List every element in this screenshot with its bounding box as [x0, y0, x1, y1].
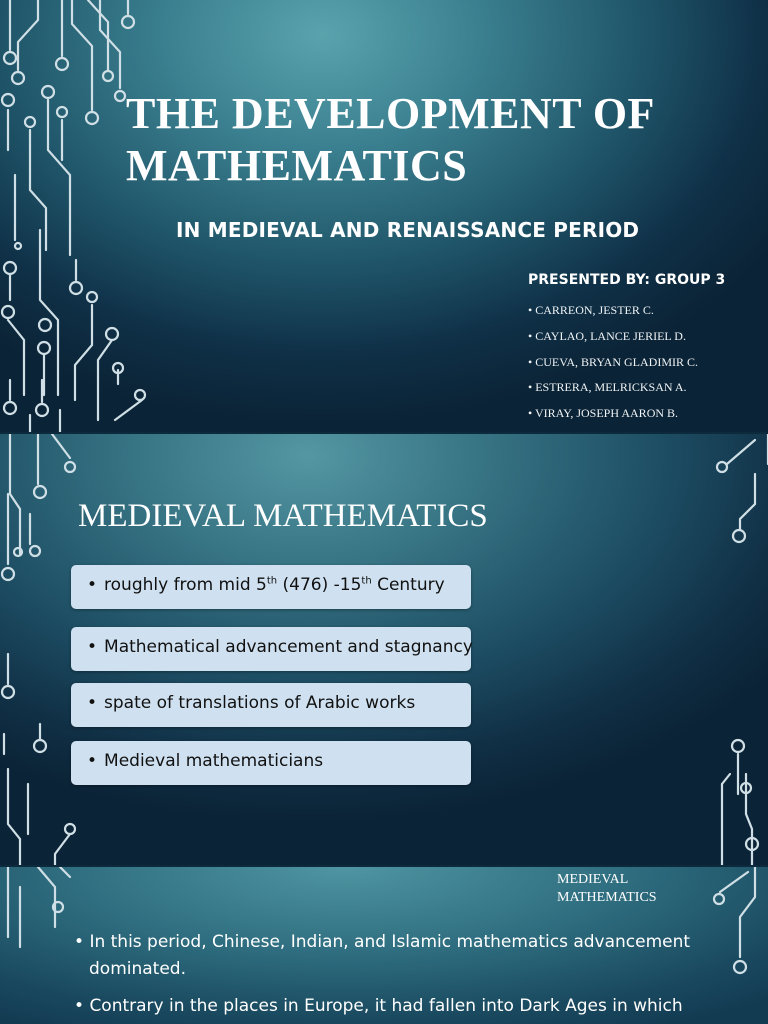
bullet-box-translations: • spate of translations of Arabic works: [71, 683, 471, 727]
medieval-detail-slide: [0, 867, 768, 1024]
circuit-decoration-left: [0, 867, 80, 1024]
slide-title: MEDIEVAL MATHEMATICS: [78, 498, 488, 534]
circuit-decoration: [0, 0, 160, 432]
title-slide: [0, 0, 768, 432]
medieval-overview-slide: [0, 434, 768, 865]
bullet-item: • Contrary in the places in Europe, it had fallen into Dark Ages in which: [74, 993, 714, 1020]
bullet-box-mathematicians: • Medieval mathematicians: [71, 741, 471, 785]
circuit-decoration-left: [0, 434, 80, 865]
member-item: • ESTRERA, MELRICKSAN A.: [528, 377, 698, 403]
bullet-item: • In this period, Chinese, Indian, and Islamic mathematics advancement dominated.: [74, 929, 714, 983]
bullet-box-period: • roughly from mid 5th (476) -15th Century: [71, 565, 471, 609]
presentation-subtitle: IN MEDIEVAL AND RENAISSANCE PERIOD: [176, 218, 640, 242]
section-tag: MEDIEVAL MATHEMATICS: [557, 872, 657, 905]
bullet-box-advancement: • Mathematical advancement and stagnancy: [71, 627, 471, 671]
presented-by-label: PRESENTED BY: GROUP 3: [528, 272, 726, 288]
member-item: • CUEVA, BRYAN GLADIMIR C.: [528, 352, 698, 378]
member-item: • CARREON, JESTER C.: [528, 300, 698, 326]
member-item: • VIRAY, JOSEPH AARON B.: [528, 403, 698, 429]
member-item: • CAYLAO, LANCE JERIEL D.: [528, 326, 698, 352]
presentation-title: THE DEVELOPMENT OF MATHEMATICS: [126, 89, 654, 190]
bullet-list: [74, 929, 714, 1024]
member-list: [528, 300, 698, 429]
circuit-decoration-right: [700, 434, 768, 865]
